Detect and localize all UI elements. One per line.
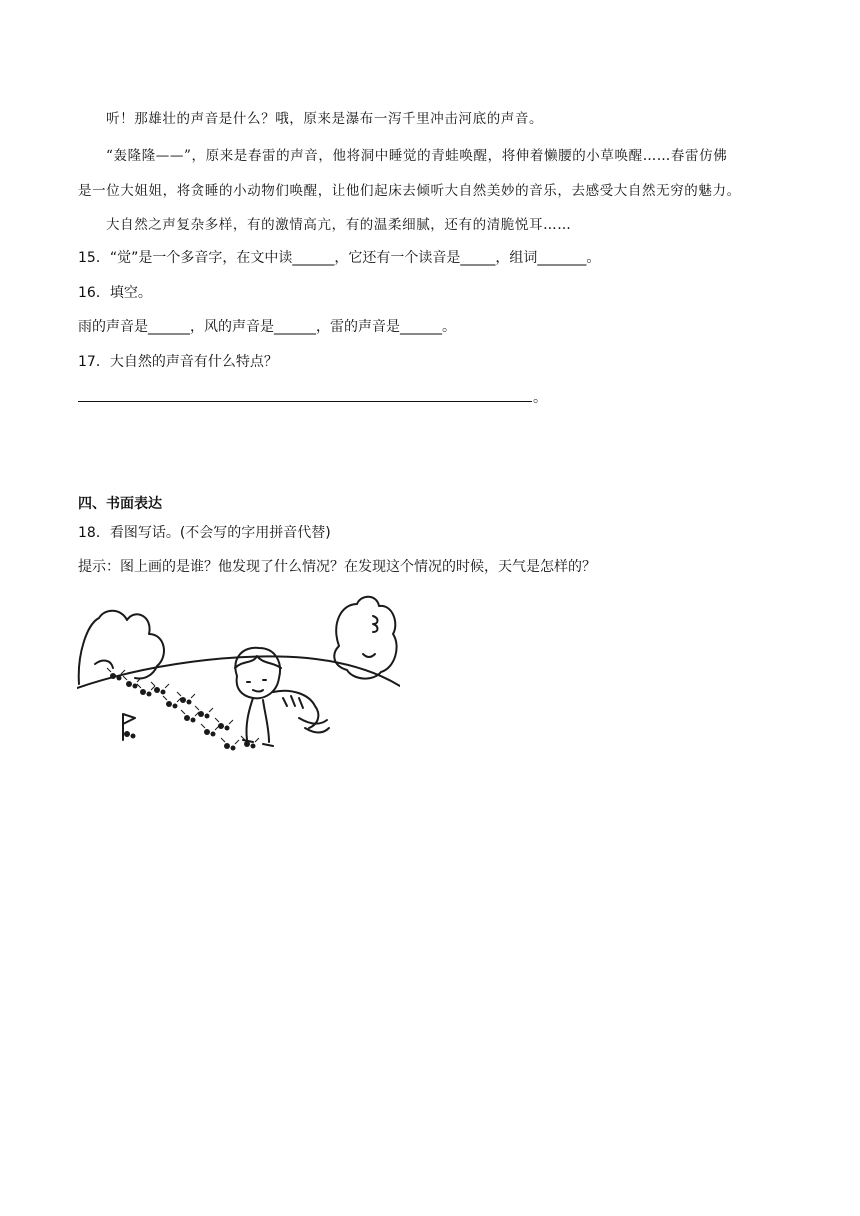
passage-paragraph-1: 听！那雄壮的声音是什么？哦，原来是瀑布一泻千里冲击河底的声音。 — [106, 111, 544, 127]
question-16: 16．填空。 — [78, 285, 152, 301]
question-18: 18．看图写话。(不会写的字用拼音代替) — [78, 525, 331, 541]
passage-paragraph-2-line-2: 是一位大姐姐，将贪睡的小动物们唤醒，让他们起床去倾听大自然美妙的音乐，去感受大自然无穷的魅力。 — [78, 183, 741, 199]
boy-watching-ants-illustration — [77, 594, 400, 760]
question-17-answer-line[interactable] — [78, 401, 532, 402]
right-tree — [334, 597, 396, 679]
hill-line — [77, 656, 400, 688]
question-16-blanks: 雨的声音是______，风的声音是______，雷的声音是______。 — [78, 319, 456, 335]
question-15: 15．“觉”是一个多音字，在文中读______，它还有一个读音是_____，组词_______。 — [78, 250, 601, 266]
passage-paragraph-3: 大自然之声复杂多样，有的激情高亢，有的温柔细腻，还有的清脆悦耳…… — [106, 217, 572, 233]
question-17: 17．大自然的声音有什么特点？ — [78, 354, 278, 370]
passage-paragraph-2-line-1: “轰隆隆——”，原来是春雷的声音，他将洞中睡觉的青蛙唤醒，将伸着懒腰的小草唤醒……春雷仿佛 — [106, 148, 728, 164]
question-18-hint: 提示：图上画的是谁？他发现了什么情况？在发现这个情况的时候，天气是怎样的？ — [78, 559, 596, 575]
question-17-period: 。 — [533, 390, 547, 406]
section-4-heading: 四、书面表达 — [78, 496, 162, 512]
